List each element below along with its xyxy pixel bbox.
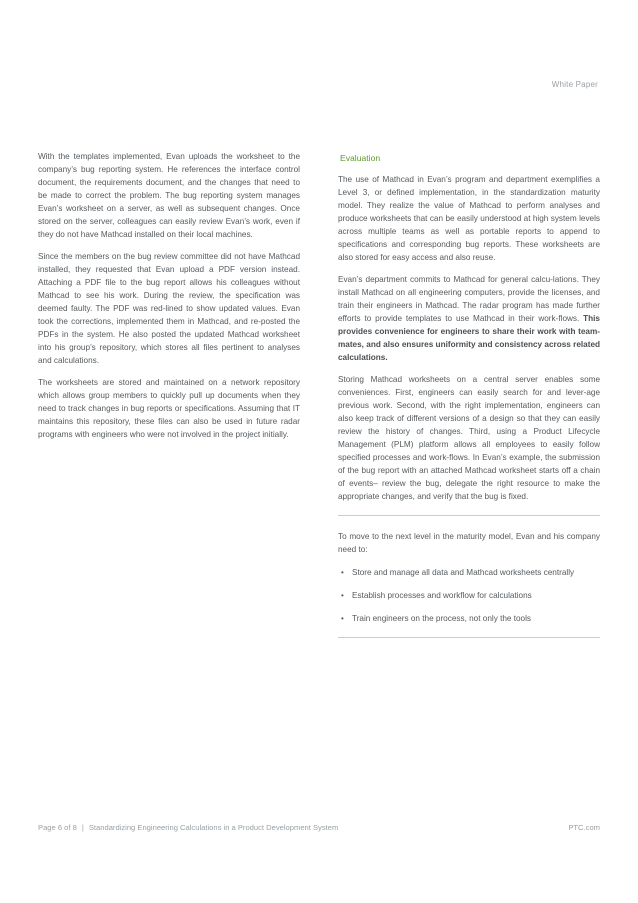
callout-list: [338, 566, 600, 625]
callout-intro: To move to the next level in the maturity model, Evan and his company need to:: [338, 532, 600, 554]
list-item: [338, 566, 600, 579]
highlighted-text: This provides convenience for engineers to share their work with team-mates, and also ensures uniformity and consistency across related calculations.: [338, 314, 600, 362]
footer-left: [38, 823, 338, 832]
body-paragraph: The worksheets are stored and maintained on a network repository which allows group members to quickly pull up documents when they need to track changes in bug reports or specifications. Assuming that IT maintains this repository, these files can also be used in future radar programs with engineers who were not involved in the project initially.: [38, 378, 300, 439]
bullet-icon: •: [341, 614, 344, 623]
left-column: [38, 150, 300, 450]
page-number: Page 6 of 8: [38, 823, 77, 832]
document-title: Standardizing Engineering Calculations in a Product Development System: [88, 823, 339, 832]
body-text: Evan’s department commits to Mathcad for general calcu-lations. They install Mathcad on all engineering computers, provide the licenses, and train their engineers in Mathcad. The radar program has made further efforts to provide templates to use Mathcad in their work-flows.: [338, 275, 600, 323]
header-label: White Paper: [551, 80, 598, 89]
list-item-text: Establish processes and workflow for calculations: [352, 591, 532, 600]
list-item-text: Train engineers on the process, not only the tools: [352, 614, 532, 623]
divider-bottom: [338, 637, 600, 638]
list-item: [338, 612, 600, 625]
bullet-icon: •: [341, 591, 344, 600]
body-paragraph: Since the members on the bug review committee did not have Mathcad installed, they requested that Evan upload a PDF version instead. Attaching a PDF file to the bug report allows his colleagues without Mathcad to see his work. During the review, the specification was deemed faulty. The PDF was red-lined to show updated values. Evan took the corrections, implemented them in Mathcad, and re-posted the PDFs in the system. He also posted the updated Mathcad worksheet into his group’s repository, which stores all files pertinent to analyses and calculations.: [38, 252, 300, 365]
divider-top: [338, 515, 600, 516]
body-paragraph: With the templates implemented, Evan uploads the worksheet to the company’s bug reporting system. He references the interface control document, the requirements document, and the changes that need to be made to correct the problem. The bug reporting system manages Evan’s worksheet on a server, as well as subsequent changes. Once stored on the server, colleagues can easily review Evan’s work, even if they do not have Mathcad installed on their local machines.: [38, 152, 300, 239]
site-link[interactable]: PTC.com: [568, 823, 600, 832]
footer-separator: |: [81, 823, 84, 832]
page-footer: [38, 823, 600, 832]
body-paragraph: The use of Mathcad in Evan’s program and department exemplifies a Level 3, or defined implementation, in the standardization maturity model. They realize the value of Mathcad to perform analyses and produce worksheets that can be easily understood at high system levels across multiple teams as well as portable reports to append to specifications and corresponding bug reports. These worksheets are also stored for easy access and also reuse.: [338, 175, 600, 262]
body-paragraph: [338, 273, 600, 364]
right-column: [338, 150, 600, 652]
body-paragraph: Storing Mathcad worksheets on a central server enables some conveniences. First, engineers can easily search for and lever-age previous work. Second, with the right implementation, engineers can also keep track of different versions of a design so that they can easily review the history of changes. Third, using a Product Lifecycle Management (PLM) platform allows all employees to easily follow specified processes and work-flows. In Evan’s example, the submission of the bug report with an attached Mathcad worksheet starts off a chain of events– review the bug, delegate the right resource to make the appropriate changes, and verify that the bug is fixed.: [338, 375, 600, 501]
list-item-text: Store and manage all data and Mathcad worksheets centrally: [352, 568, 575, 577]
section-title-evaluation: Evaluation: [340, 153, 381, 163]
list-item: [338, 589, 600, 602]
bullet-icon: •: [341, 568, 344, 577]
